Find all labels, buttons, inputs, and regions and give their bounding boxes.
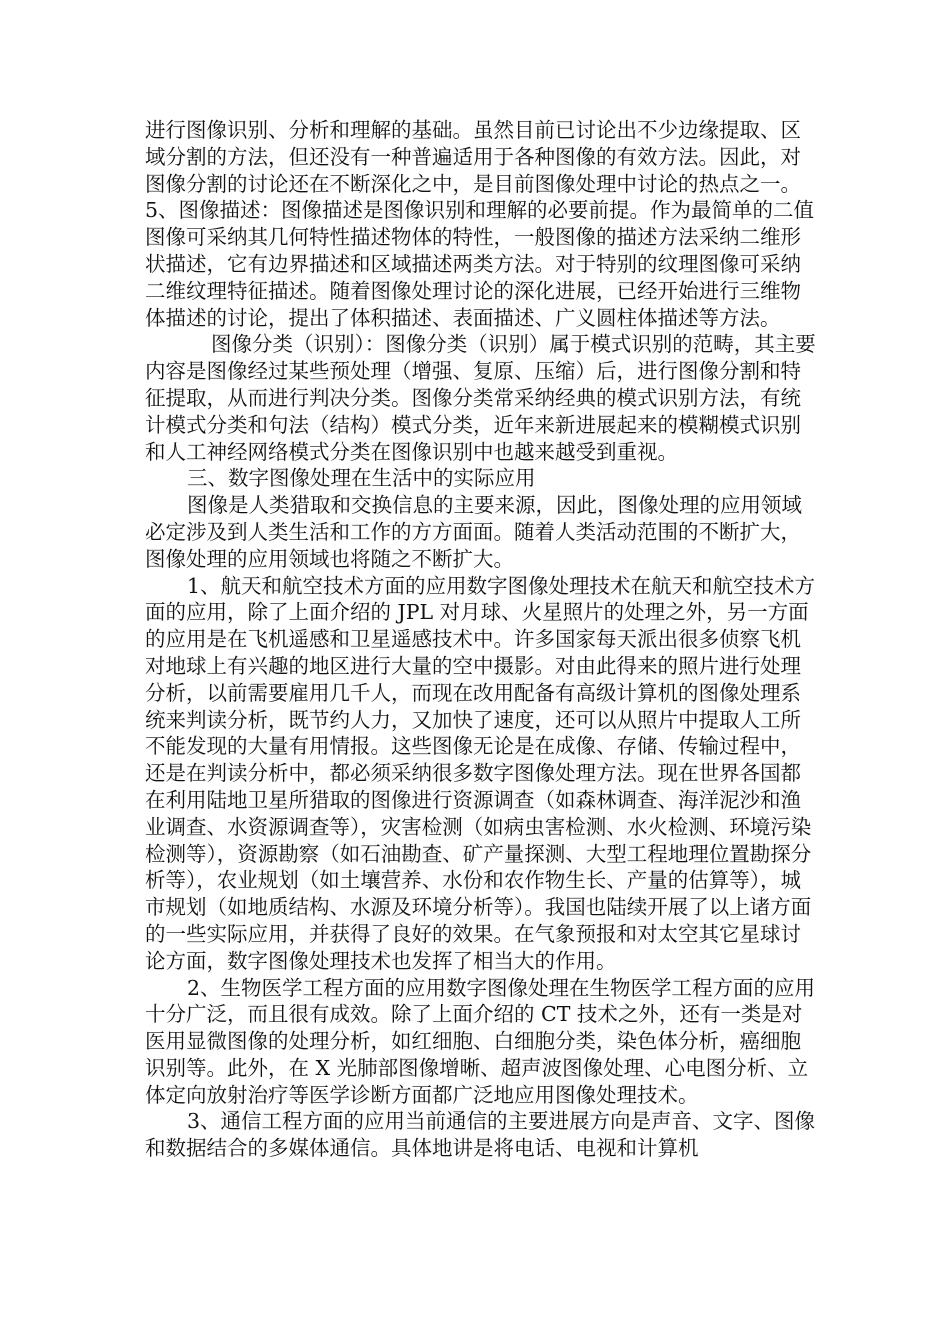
paragraph-biomedical-application: 2、生物医学工程方面的应用数字图像处理在生物医学工程方面的应用十分广泛，而且很有成效。除了上面介绍的 CT 技术之外，还有一类是对医用显微图像的处理分析，如红细胞、白细胞分类，染色体分析，癌细胞识别等。此外，在 X 光肺部图像增晰、超声波图像处理、心电图分析、立体定向放射治疗等医学诊断方面都广泛地应用图像处理技术。: [145, 975, 816, 1107]
paragraph-image-segmentation-description: 进行图像识别、分析和理解的基础。虽然目前已讨论出不少边缘提取、区域分割的方法，但还没有一种普遍适用于各种图像的有效方法。因此，对图像分割的讨论还在不断深化之中，是目前图像处理中讨论的热点之一。5、图像描述：图像描述是图像识别和理解的必要前提。作为最简单的二值图像可采纳其几何特性描述物体的特性，一般图像的描述方法采纳二维形状描述，它有边界描述和区域描述两类方法。对于特别的纹理图像可采纳二维纹理特征描述。随着图像处理讨论的深化进展，已经开始进行三维物体描述的讨论，提出了体积描述、表面描述、广义圆柱体描述等方法。: [145, 118, 815, 330]
paragraph-applications-intro: 图像是人类猎取和交换信息的主要来源，因此，图像处理的应用领域必定涉及到人类生活和工作的方方面面。随着人类活动范围的不断扩大，图像处理的应用领域也将随之不断扩大。: [145, 493, 802, 571]
document-body: [145, 117, 817, 1162]
paragraph-image-classification: 图像分类（识别）：图像分类（识别）属于模式识别的范畴，其主要内容是图像经过某些预处理（增强、复原、压缩）后，进行图像分割和特征提取，从而进行判决分类。图像分类常采纳经典的模式识别方法，有统计模式分类和句法（结构）模式分类，近年来新进展起来的模糊模式识别和人工神经网络模式分类在图像识别中也越来越受到重视。: [145, 332, 816, 464]
paragraph-aerospace-application: 1、航天和航空技术方面的应用数字图像处理技术在航天和航空技术方面的应用，除了上面介绍的 JPL 对月球、火星照片的处理之外，另一方面的应用是在飞机遥感和卫星遥感技术中。许多国家每天派出很多侦察飞机对地球上有兴趣的地区进行大量的空中摄影。对由此得来的照片进行处理分析，以前需要雇用几千人，而现在改用配备有高级计算机的图像处理系统来判读分析，既节约人力，又加快了速度，还可以从照片中提取人工所不能发现的大量有用情报。这些图像无论是在成像、存储、传输过程中，还是在判读分析中，都必须采纳很多数字图像处理方法。现在世界各国都在利用陆地卫星所猎取的图像进行资源调查（如森林调查、海洋泥沙和渔业调查、水资源调查等），灾害检测（如病虫害检测、水火检测、环境污染检测等），资源勘察（如石油勘查、矿产量探测、大型工程地理位置勘探分析等），农业规划（如土壤营养、水份和农作物生长、产量的估算等），城市规划（如地质结构、水源及环境分析等）。我国也陆续开展了以上诸方面的一些实际应用，并获得了良好的效果。在气象预报和对太空其它星球讨论方面，数字图像处理技术也发挥了相当大的作用。: [145, 573, 816, 973]
section-heading-applications: 三、数字图像处理在生活中的实际应用: [187, 466, 536, 491]
paragraph-communication-application: 3、通信工程方面的应用当前通信的主要进展方向是声音、文字、图像和数据结合的多媒体通信。具体地讲是将电话、电视和计算机: [145, 1109, 816, 1161]
